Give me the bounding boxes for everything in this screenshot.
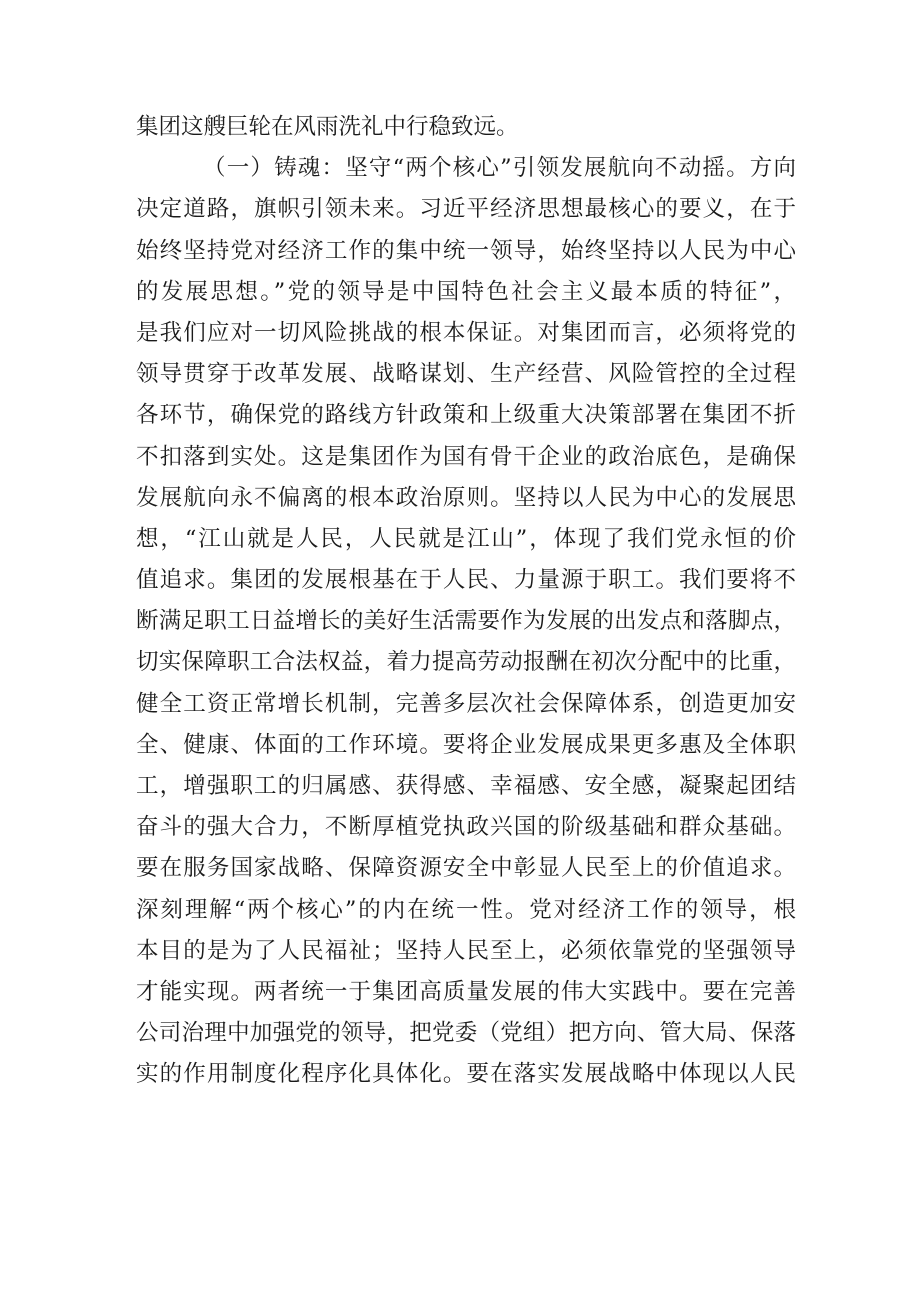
text-line: 发展航向永不偏离的根本政治原则。坚持以人民为中心的发展思 (136, 484, 796, 511)
section-heading-line: （一）铸魂：坚守“两个核心”引领发展航向不动摇。方向 (203, 155, 796, 182)
text-line: 全、健康、体面的工作环境。要将企业发展成果更多惠及全体职 (136, 731, 796, 758)
text-line: 工，增强职工的归属感、获得感、幸福感、安全感，凝聚起团结 (136, 773, 796, 799)
text-line: 始终坚持党对经济工作的集中统一领导，始终坚持以人民为中心 (136, 237, 796, 264)
text-line: 值追求。集团的发展根基在于人民、力量源于职工。我们要将不 (136, 567, 796, 594)
text-line: 集团这艘巨轮在风雨洗礼中行稳致远。 (136, 114, 519, 140)
text-line: 切实保障职工合法权益，着力提高劳动报酬在初次分配中的比重， (136, 649, 796, 676)
text-line: 奋斗的强大合力，不断厚植党执政兴国的阶级基础和群众基础。 (136, 814, 796, 841)
text-line: 想，“江山就是人民，人民就是江山”，体现了我们党永恒的价 (136, 525, 796, 552)
text-line: 领导贯穿于改革发展、战略谋划、生产经营、风险管控的全过程 (136, 361, 796, 388)
body-text (136, 107, 796, 1096)
text-line: 断满足职工日益增长的美好生活需要作为发展的出发点和落脚点， (136, 608, 796, 635)
text-line: 实的作用制度化程序化具体化。要在落实发展战略中体现以人民 (136, 1061, 796, 1088)
text-line: 是我们应对一切风险挑战的根本保证。对集团而言，必须将党的 (136, 319, 796, 346)
text-line: 才能实现。两者统一于集团高质量发展的伟大实践中。要在完善 (136, 978, 796, 1005)
text-line: 公司治理中加强党的领导，把党委（党组）把方向、管大局、保落 (136, 1020, 796, 1047)
text-line: 不扣落到实处。这是集团作为国有骨干企业的政治底色，是确保 (136, 443, 796, 470)
text-line: 要在服务国家战略、保障资源安全中彰显人民至上的价值追求。 (136, 855, 796, 882)
text-line: 健全工资正常增长机制，完善多层次社会保障体系，创造更加安 (136, 690, 796, 717)
text-line: 决定道路，旗帜引领未来。习近平经济思想最核心的要义，在于 (136, 196, 796, 223)
text-line: 的发展思想。”党的领导是中国特色社会主义最本质的特征”， (136, 278, 796, 305)
text-line: 各环节，确保党的路线方针政策和上级重大决策部署在集团不折 (136, 402, 796, 429)
text-line: 深刻理解“两个核心”的内在统一性。党对经济工作的领导，根 (136, 896, 796, 923)
text-line: 本目的是为了人民福祉；坚持人民至上，必须依靠党的坚强领导 (136, 937, 796, 964)
